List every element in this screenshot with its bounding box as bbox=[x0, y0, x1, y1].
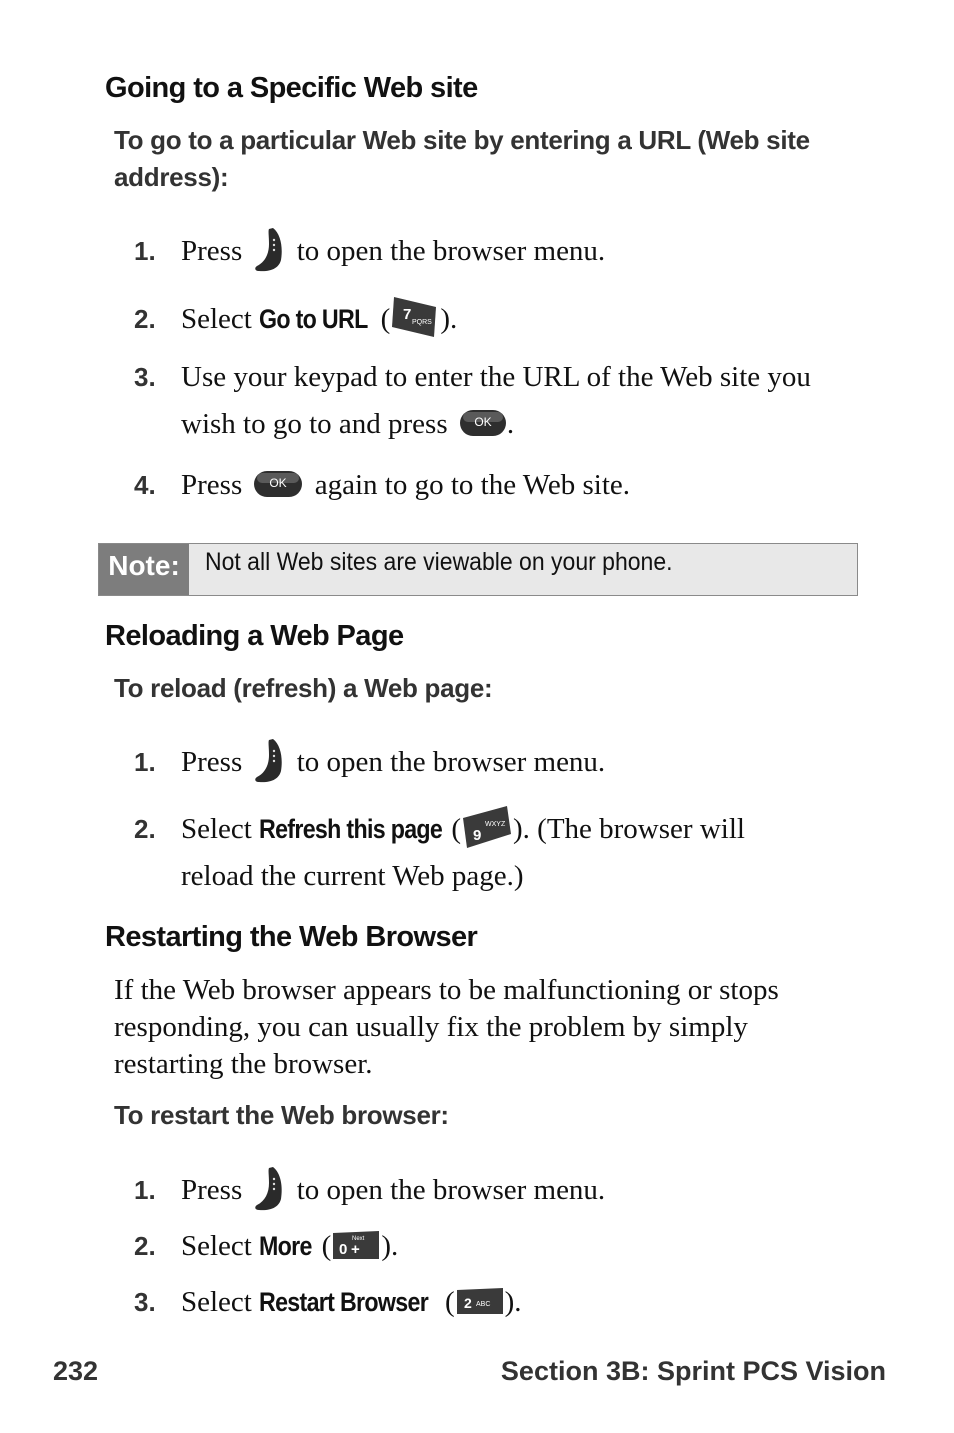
key-9-digit: 9 bbox=[473, 827, 482, 845]
list-item: 3. Use your keypad to enter the URL of the Web site you wish to go to and press OK . bbox=[134, 361, 811, 440]
heading-restarting-browser: Restarting the Web Browser bbox=[105, 921, 478, 953]
key-7-icon bbox=[390, 295, 440, 339]
intro-restart: To restart the Web browser: bbox=[114, 1100, 449, 1130]
key-2-icon bbox=[455, 1286, 505, 1316]
section-footer: Section 3B: Sprint PCS Vision bbox=[500, 1356, 886, 1386]
key-9-icon bbox=[461, 804, 513, 850]
heading-reloading-web-page: Reloading a Web Page bbox=[105, 620, 404, 652]
key-2-digit: 2 bbox=[463, 1295, 472, 1312]
list-item: 1. Press to open the browser menu. bbox=[181, 739, 605, 786]
paragraph-restarting: If the Web browser appears to be malfunctioning or stops responding, you can usually fix the problem by simply restarting the browser. bbox=[114, 974, 779, 1080]
list-item: 2. Select Go to URL ( 7 PQRS ). bbox=[181, 296, 457, 343]
menu-softkey-icon bbox=[253, 1165, 287, 1213]
menu-softkey-icon bbox=[253, 226, 287, 274]
key-7-letters: PQRS bbox=[412, 319, 433, 327]
menu-name-refresh-this-page: Refresh this page bbox=[259, 814, 443, 844]
menu-softkey-icon bbox=[253, 737, 287, 785]
ok-key-label: OK bbox=[474, 415, 492, 430]
key-0-digit: 0 bbox=[339, 1241, 348, 1259]
ok-key-icon bbox=[459, 408, 507, 438]
list-item: 2. Select Refresh this page ( 9 WXYZ ). (The browser will reload the current Web page.) bbox=[181, 806, 745, 900]
page-number: 232 bbox=[53, 1356, 99, 1386]
ok-key-label: OK bbox=[269, 476, 288, 491]
key-0-small: Next bbox=[352, 1236, 365, 1243]
key-9-letters: WXYZ bbox=[485, 821, 506, 829]
intro-going-to-web-site: To go to a particular Web site by entering a URL (Web site address): bbox=[114, 125, 810, 192]
note-text: Not all Web sites are viewable on your phone. bbox=[205, 548, 673, 576]
ok-key-icon bbox=[253, 469, 303, 499]
menu-name-go-to-url: Go to URL bbox=[259, 304, 368, 334]
note-box bbox=[98, 543, 858, 596]
key-0-symbol: + bbox=[351, 1241, 361, 1259]
menu-name-restart-browser: Restart Browser bbox=[259, 1287, 429, 1317]
intro-reloading: To reload (refresh) a Web page: bbox=[114, 673, 493, 703]
list-item: 4. Press OK again to go to the Web site. bbox=[134, 469, 630, 501]
menu-name-more: More bbox=[259, 1231, 312, 1261]
key-0-icon bbox=[331, 1229, 381, 1261]
heading-going-to-web-site: Going to a Specific Web site bbox=[105, 72, 478, 104]
key-2-letters: ABC bbox=[475, 1301, 491, 1309]
list-item: 2. Select More ( 0 + Next ). bbox=[181, 1223, 398, 1270]
note-label: Note: bbox=[99, 544, 189, 595]
list-item: 1. Press to open the browser menu. bbox=[181, 1167, 605, 1214]
key-7-digit: 7 bbox=[403, 306, 412, 324]
list-item: 3. Select Restart Browser ( 2 ABC ). bbox=[181, 1279, 522, 1326]
list-item: 1. Press to open the browser menu. bbox=[181, 228, 605, 275]
